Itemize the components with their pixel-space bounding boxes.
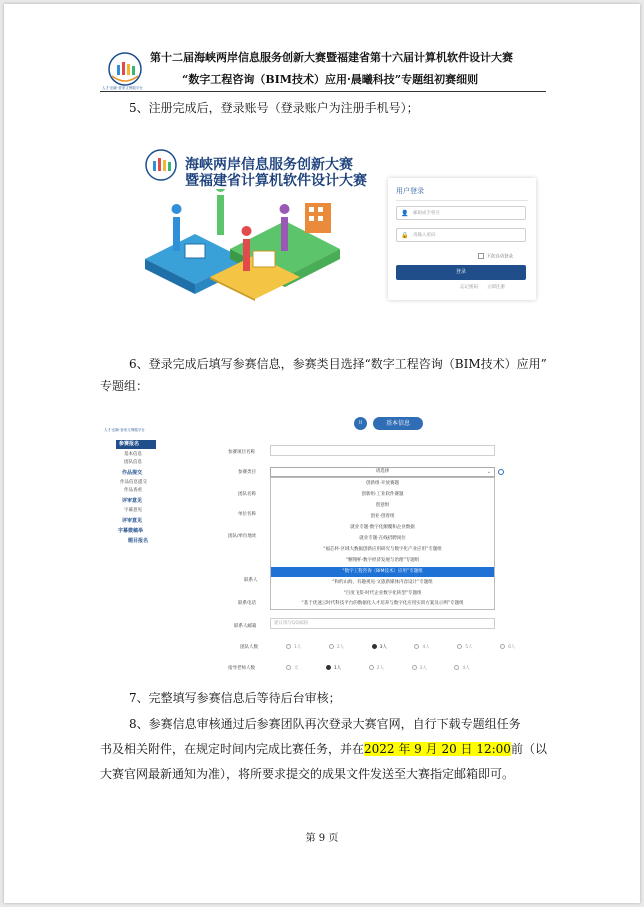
dropdown-option[interactable]: 创业·创客组 xyxy=(370,514,395,519)
sidebar-item-register[interactable]: 参赛报名 xyxy=(116,440,156,449)
step-8-text-line-2 xyxy=(100,738,547,760)
team-count-radio-group xyxy=(286,644,541,650)
teacher-count-option[interactable] xyxy=(369,665,384,671)
dropdown-option[interactable]: 就业专题·在线招聘岗位 xyxy=(359,536,406,541)
category-select-value: 请选择 xyxy=(375,469,390,474)
header-subtitle: “数字工程咨询（BIM技术）应用·晨曦科技”专题组初赛细则 xyxy=(182,73,479,86)
lock-icon: 🔒 xyxy=(401,232,409,239)
category-dropdown xyxy=(270,477,495,610)
team-count-option-selected[interactable] xyxy=(372,644,387,650)
team-count-option-label: 3人 xyxy=(379,645,387,650)
register-link[interactable]: 立即注册 xyxy=(486,285,505,290)
phone-placeholder: 邮箱或手机号 xyxy=(413,211,440,216)
radio-dot-checked[interactable] xyxy=(326,665,331,670)
password-input[interactable] xyxy=(396,228,526,242)
dropdown-option[interactable]: 创新组·工业软件赛题 xyxy=(361,492,404,497)
dropdown-option[interactable]: 创新组·开放赛题 xyxy=(366,481,399,486)
label-category: 参赛类目 xyxy=(238,470,256,475)
teacher-count-option-label: 3人 xyxy=(419,666,427,671)
contest-logo xyxy=(143,149,179,183)
radio-dot[interactable] xyxy=(454,665,459,670)
remember-me-label: 下次自动登录 xyxy=(486,254,513,260)
registration-form-screenshot xyxy=(100,410,547,680)
login-button[interactable]: 登录 xyxy=(396,265,526,280)
sidebar-item-topic[interactable]: 题目报名 xyxy=(128,538,149,544)
sidebar-item-review[interactable]: 评审意见 xyxy=(122,498,143,504)
step-7-text: 7、完整填写参赛信息后等待后台审核； xyxy=(129,691,341,705)
teacher-count-option[interactable] xyxy=(286,665,299,671)
step-6-text-line-2: 专题组： xyxy=(100,379,149,393)
dropdown-option[interactable]: “福芯杯·区域大数据创新应用研究与数字化产业应用”专题组 xyxy=(323,547,442,552)
radio-dot-checked[interactable] xyxy=(372,644,377,649)
category-select[interactable] xyxy=(270,467,495,477)
work-name-input[interactable] xyxy=(270,445,495,456)
team-count-option-label: 2人 xyxy=(336,645,345,650)
team-count-option-label: 6人 xyxy=(508,645,516,650)
radio-dot[interactable] xyxy=(500,644,505,649)
sidebar-item-subtitle-2[interactable]: 字幕微稿举 xyxy=(118,528,144,534)
dropdown-option[interactable]: 创意组 xyxy=(375,503,390,508)
label-phone: 联系电话 xyxy=(238,601,256,606)
dropdown-option-selected[interactable]: “数字工程咨询（BIM技术）应用”专题组 xyxy=(271,567,494,577)
forgot-password-link[interactable]: 忘记密码 xyxy=(460,285,478,290)
radio-dot[interactable] xyxy=(414,644,419,649)
dropdown-option[interactable]: 就业专题·数字化颠覆和企业数据 xyxy=(350,525,415,530)
phone-input[interactable] xyxy=(396,206,526,220)
document-page xyxy=(4,4,640,903)
password-placeholder: 请输入密码 xyxy=(413,233,436,238)
email-input[interactable] xyxy=(270,618,495,629)
team-count-option-label: 5人 xyxy=(465,645,473,650)
step-8-text-line-3: 大赛官网最新通知为准），将所要求提交的成果文件发送至大赛指定邮箱即可。 xyxy=(100,767,515,781)
radio-dot[interactable] xyxy=(412,665,417,670)
contest-logo xyxy=(106,52,144,88)
header-title: 第十二届海峡两岸信息服务创新大赛暨福建省第十六届计算机软件设计大赛 xyxy=(150,51,513,64)
team-count-option-label: 4人 xyxy=(422,645,430,650)
radio-dot[interactable] xyxy=(369,665,374,670)
banner-title-1: 海峡两岸信息服务创新大赛 xyxy=(185,157,353,173)
login-panel-title: 用户登录 xyxy=(396,187,424,195)
dropdown-option[interactable]: “百度飞桨·时代企业数字化转型”专题组 xyxy=(343,591,422,596)
team-count-option[interactable] xyxy=(414,644,429,650)
section-title: 基本信息 xyxy=(373,417,423,430)
sidebar-item-review-2[interactable]: 评审意见 xyxy=(122,518,143,524)
email-placeholder: 建议填写QQ邮箱 xyxy=(274,621,309,626)
login-panel-divider xyxy=(396,200,528,201)
label-team-count: 团队人数 xyxy=(240,645,258,650)
sidebar-item-team-info[interactable]: 团队信息 xyxy=(124,460,142,465)
team-count-option[interactable] xyxy=(329,644,344,650)
teacher-count-option[interactable] xyxy=(412,665,427,671)
step-8-text-after: 前（以 xyxy=(510,742,547,756)
teacher-count-option-selected[interactable] xyxy=(326,665,341,671)
checkbox-box[interactable] xyxy=(478,253,484,259)
sidebar-item-subtitle[interactable]: 字幕意见 xyxy=(124,508,142,513)
sidebar-item-basic-info[interactable]: 基本信息 xyxy=(124,452,142,457)
team-count-option-label: 1人 xyxy=(294,645,302,650)
form-sidebar xyxy=(100,428,160,558)
step-8-text-line-1: 8、参赛信息审核通过后参赛团队再次登录大赛官网，自行下载专题组任务 xyxy=(129,717,521,731)
teacher-count-option[interactable] xyxy=(454,665,469,671)
dropdown-option[interactable]: “翱翔杯·数字经济发展与治理”专题组 xyxy=(345,558,420,563)
team-count-option[interactable] xyxy=(286,644,301,650)
step-8-text-before: 书及相关附件，在规定时间内完成比赛任务，并在 xyxy=(100,742,365,756)
dropdown-option[interactable]: “基于优速云时代科技平台的数据化人才培养与数字化应用实训方案及示例”专题组 xyxy=(301,601,464,606)
team-count-option[interactable] xyxy=(500,644,515,650)
teacher-count-option-label: 1人 xyxy=(333,666,342,671)
label-work-name: 参赛项目名称 xyxy=(228,450,255,455)
step-5-text: 5、注册完成后，登录账号（登录账户为注册手机号）； xyxy=(129,101,419,115)
sidebar-logo-text: 人才·创新·营来文例服平台 xyxy=(104,428,145,432)
user-icon: 👤 xyxy=(401,210,409,217)
label-address: 团队/单位地址 xyxy=(228,534,257,539)
teacher-count-option-label: 2人 xyxy=(376,666,385,671)
label-email: 联系人邮箱 xyxy=(234,624,257,629)
sidebar-item-submit-work[interactable]: 作品提交 xyxy=(122,470,143,476)
label-contact: 联系人 xyxy=(244,578,258,583)
info-icon xyxy=(498,469,504,475)
banner-title-2: 暨福建省计算机软件设计大赛 xyxy=(185,173,367,189)
radio-dot[interactable] xyxy=(329,644,334,649)
basic-info-icon: li xyxy=(354,417,367,430)
login-panel xyxy=(388,178,536,300)
login-links xyxy=(460,284,505,290)
sidebar-item-view-work[interactable]: 作品查看 xyxy=(124,488,142,493)
page-number: 第 9 页 xyxy=(305,833,339,844)
label-unit: 单位名称 xyxy=(238,512,256,517)
label-team-name: 团队名称 xyxy=(238,492,256,497)
sidebar-item-work-info[interactable]: 作品信息提交 xyxy=(120,480,147,485)
radio-dot[interactable] xyxy=(286,665,291,670)
isometric-illustration xyxy=(135,189,375,301)
remember-me-checkbox[interactable] xyxy=(478,253,513,260)
dropdown-option[interactable]: “和约山海，有趣视见·文旅新媒体内容设计”专题组 xyxy=(332,580,433,585)
header-divider xyxy=(100,91,546,92)
login-screenshot xyxy=(135,141,540,301)
teacher-count-option-label: 无 xyxy=(294,666,299,671)
label-teacher-count: 指导老师人数 xyxy=(228,666,255,671)
team-count-option[interactable] xyxy=(457,644,472,650)
radio-dot[interactable] xyxy=(286,644,291,649)
step-6-text-line-1: 6、登录完成后填写参赛信息，参赛类目选择“数字工程咨询（BIM技术）应用” xyxy=(129,357,547,371)
deadline-highlight: 2022 年 9 月 20 日 12:00 xyxy=(364,742,511,756)
radio-dot[interactable] xyxy=(457,644,462,649)
teacher-count-option-label: 4人 xyxy=(462,666,470,671)
teacher-count-radio-group xyxy=(286,665,496,671)
logo-caption: 人才·创新·营来文例服平台 xyxy=(102,86,143,90)
chevron-down-icon: ⌄ xyxy=(486,469,491,475)
